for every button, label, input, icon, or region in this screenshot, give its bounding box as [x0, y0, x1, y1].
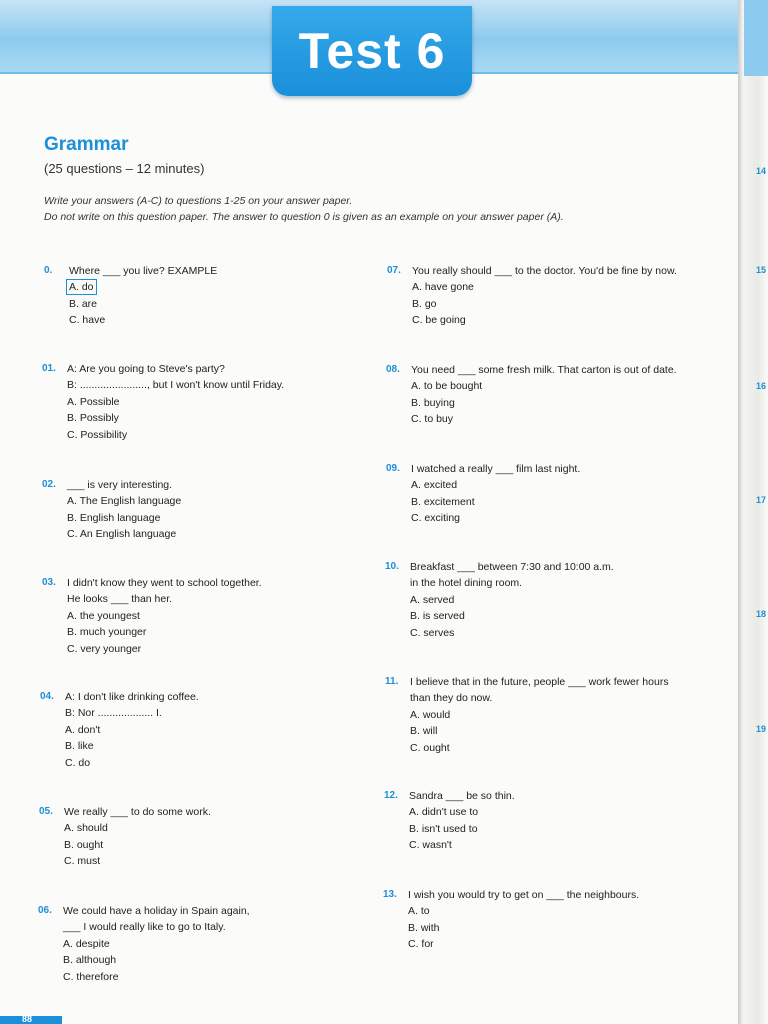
- question-12: [384, 788, 515, 854]
- answer-option: [69, 279, 217, 295]
- answer-option: C. ought: [410, 741, 450, 754]
- answer-option: B. with: [408, 921, 440, 934]
- answer-option: B. excitement: [411, 495, 475, 508]
- answer-option: C. must: [64, 855, 101, 868]
- question-number: 08.: [386, 364, 400, 375]
- question-number: 11.: [385, 676, 399, 687]
- answer-option: A. excited: [411, 479, 458, 492]
- answer-option: B. isn't used to: [409, 822, 478, 835]
- question-13: [383, 887, 640, 953]
- answer-option: A. The English language: [67, 495, 182, 508]
- question-04: [40, 689, 199, 771]
- question-02: [42, 477, 182, 543]
- answer-option: B. although: [63, 954, 117, 967]
- question-text: B: Nor ................... I.: [65, 707, 162, 720]
- question-number: 02.: [42, 479, 56, 490]
- question-number: 06.: [38, 905, 52, 916]
- question-text: Sandra ___ be so thin.: [409, 790, 515, 802]
- question-07: [387, 263, 677, 329]
- question-08: [386, 362, 677, 428]
- question-text: You need ___ some fresh milk. That carton is out of date.: [411, 364, 677, 376]
- page-number-tab: [0, 1016, 62, 1024]
- question-text: We really ___ to do some work.: [64, 806, 211, 818]
- question-text: You really should ___ to the doctor. You'd be fine by now.: [412, 265, 677, 277]
- question-text: I wish you would try to get on ___ the neighbours.: [408, 889, 640, 901]
- edge-question-number: 18: [756, 609, 767, 619]
- question-0: [44, 263, 218, 329]
- question-text: I watched a really ___ film last night.: [411, 463, 581, 475]
- page-number: 88: [22, 1014, 33, 1024]
- answer-option: C. An English language: [67, 528, 177, 541]
- question-text: He looks ___ than her.: [67, 593, 173, 606]
- question-text: B: ......................., but I won't know until Friday.: [67, 379, 285, 392]
- answer-option: C. wasn't: [409, 839, 452, 852]
- question-10: [385, 559, 614, 641]
- edge-question-number: 19: [756, 724, 767, 734]
- instruction-line: Do not write on this question paper. The answer to question 0 is given as an example on your answer paper (A).: [44, 211, 564, 223]
- question-text: ___ is very interesting.: [67, 479, 173, 491]
- question-number: 01.: [42, 363, 56, 374]
- answer-option: A. despite: [63, 937, 110, 950]
- question-11: [385, 674, 669, 756]
- question-text: A: I don't like drinking coffee.: [65, 691, 199, 703]
- question-text: than they do now.: [410, 692, 493, 705]
- question-01: [42, 361, 285, 443]
- example-answer-box: A. do: [66, 279, 97, 295]
- answer-option: A. should: [64, 822, 108, 835]
- question-number: 09.: [386, 463, 400, 474]
- answer-option: A. have gone: [412, 281, 474, 294]
- question-number: 05.: [39, 806, 53, 817]
- answer-option: B. are: [69, 297, 98, 310]
- section-title: Grammar: [44, 134, 129, 155]
- answer-option: A. didn't use to: [409, 806, 479, 819]
- answer-option: C. for: [408, 938, 434, 951]
- answer-option: C. have: [69, 314, 106, 327]
- answer-option: A. the youngest: [67, 609, 140, 622]
- question-06: [38, 903, 250, 985]
- book-spine: [738, 0, 768, 1024]
- answer-option: C. serves: [410, 626, 455, 639]
- question-05: [39, 804, 211, 870]
- answer-option: B. will: [410, 725, 438, 738]
- answer-option: B. English language: [67, 511, 161, 524]
- question-text: A: Are you going to Steve's party?: [67, 363, 225, 375]
- answer-option: B. is served: [410, 610, 465, 623]
- answer-option: B. Possibly: [67, 412, 119, 425]
- answer-option: B. like: [65, 740, 94, 753]
- answer-option: C. be going: [412, 314, 466, 327]
- answer-option: A. don't: [65, 723, 101, 736]
- question-number: 04.: [40, 691, 54, 702]
- answer-option: B. go: [412, 297, 437, 310]
- question-text: Where ___ you live? EXAMPLE: [69, 265, 218, 277]
- question-text: Breakfast ___ between 7:30 and 10:00 a.m.: [410, 561, 614, 573]
- question-03: [42, 575, 262, 657]
- answer-option: A. served: [410, 593, 455, 606]
- question-number: 07.: [387, 265, 401, 276]
- instruction-line: Write your answers (A-C) to questions 1-25 on your answer paper.: [44, 195, 353, 207]
- edge-question-number: 14: [756, 166, 767, 176]
- test-title: Test 6: [272, 6, 472, 96]
- question-number: 0.: [44, 265, 53, 276]
- answer-option: C. therefore: [63, 970, 119, 983]
- answer-option: B. much younger: [67, 626, 147, 639]
- question-text: I didn't know they went to school together.: [67, 577, 262, 589]
- question-number: 03.: [42, 577, 56, 588]
- answer-option: C. exciting: [411, 512, 461, 525]
- answer-option: A. to be bought: [411, 380, 483, 393]
- question-number: 10.: [385, 561, 399, 572]
- edge-question-number: 16: [756, 381, 767, 391]
- answer-option: A. Possible: [67, 395, 120, 408]
- answer-option: C. Possibility: [67, 428, 128, 441]
- answer-option: B. buying: [411, 396, 455, 409]
- question-09: [386, 461, 581, 527]
- question-number: 13.: [383, 889, 397, 900]
- question-text: I believe that in the future, people ___ work fewer hours: [410, 676, 669, 688]
- answer-option: A. would: [410, 708, 451, 721]
- answer-option: B. ought: [64, 838, 104, 851]
- answer-option: A. to: [408, 905, 430, 918]
- edge-question-number: 15: [756, 265, 767, 275]
- answer-option: C. do: [65, 756, 91, 769]
- question-number: 12.: [384, 790, 398, 801]
- edge-question-number: 17: [756, 495, 767, 505]
- question-text: in the hotel dining room.: [410, 577, 523, 590]
- question-text: We could have a holiday in Spain again,: [63, 905, 250, 917]
- section-subtitle: (25 questions – 12 minutes): [44, 161, 205, 176]
- question-text: ___ I would really like to go to Italy.: [63, 921, 226, 934]
- spine-header-band: [744, 0, 768, 76]
- answer-option: C. to buy: [411, 413, 454, 426]
- answer-option: C. very younger: [67, 642, 142, 655]
